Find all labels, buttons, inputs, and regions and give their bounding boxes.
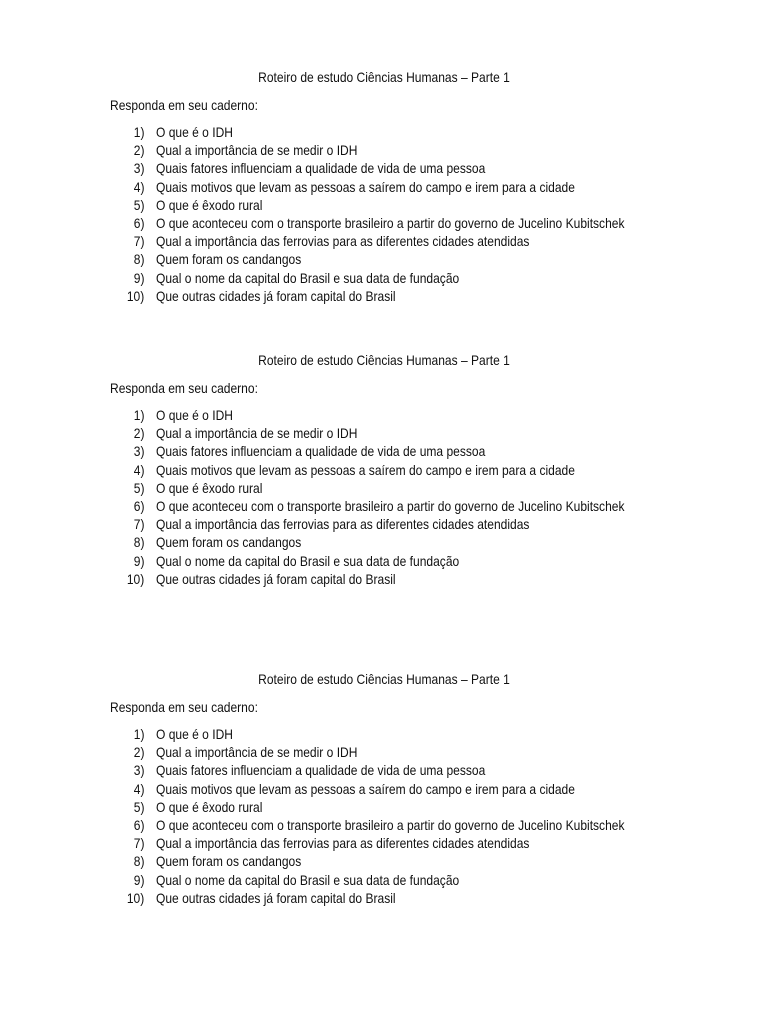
question-text: Qual a importância de se medir o IDH bbox=[156, 142, 358, 159]
question-item bbox=[0, 497, 768, 515]
section-instruction: Responda em seu caderno: bbox=[110, 380, 258, 396]
question-item bbox=[0, 232, 768, 250]
question-item bbox=[0, 570, 768, 588]
question-number: 8) bbox=[133, 251, 144, 268]
question-text: Que outras cidades já foram capital do Brasil bbox=[156, 570, 396, 587]
question-text: O que é o IDH bbox=[156, 124, 233, 140]
question-item bbox=[0, 725, 768, 743]
question-item bbox=[0, 141, 768, 159]
question-item bbox=[0, 178, 768, 196]
question-number: 5) bbox=[133, 196, 144, 213]
question-number: 9) bbox=[133, 269, 144, 286]
question-number: 6) bbox=[133, 816, 144, 833]
question-number: 7) bbox=[133, 835, 144, 852]
question-list bbox=[0, 406, 768, 588]
question-text: O que aconteceu com o transporte brasileiro a partir do governo de Jucelino Kubitschek bbox=[156, 214, 625, 231]
question-number: 5) bbox=[133, 479, 144, 496]
section-instruction: Responda em seu caderno: bbox=[110, 699, 258, 715]
section-instruction: Responda em seu caderno: bbox=[110, 97, 258, 113]
question-item bbox=[0, 780, 768, 798]
question-number: 7) bbox=[133, 233, 144, 250]
question-number: 6) bbox=[133, 214, 144, 231]
question-text: Quais motivos que levam as pessoas a saírem do campo e irem para a cidade bbox=[156, 461, 575, 478]
question-number: 4) bbox=[133, 780, 144, 797]
section-title: Roteiro de estudo Ciências Humanas – Parte 1 bbox=[258, 69, 510, 85]
question-number: 3) bbox=[133, 762, 144, 779]
question-number: 3) bbox=[133, 443, 144, 460]
question-text: Qual a importância de se medir o IDH bbox=[156, 425, 358, 442]
question-item bbox=[0, 743, 768, 761]
question-item bbox=[0, 159, 768, 177]
question-item bbox=[0, 287, 768, 305]
question-item bbox=[0, 123, 768, 141]
question-text: Quem foram os candangos bbox=[156, 853, 302, 870]
question-number: 8) bbox=[133, 853, 144, 870]
question-item bbox=[0, 479, 768, 497]
question-text: Qual a importância das ferrovias para as diferentes cidades atendidas bbox=[156, 233, 530, 250]
question-item bbox=[0, 214, 768, 232]
question-number: 10) bbox=[126, 287, 144, 304]
question-text: Qual o nome da capital do Brasil e sua data de fundação bbox=[156, 269, 460, 286]
question-number: 9) bbox=[133, 871, 144, 888]
question-item bbox=[0, 798, 768, 816]
question-text: O que aconteceu com o transporte brasileiro a partir do governo de Jucelino Kubitschek bbox=[156, 816, 625, 833]
question-item bbox=[0, 889, 768, 907]
question-number: 8) bbox=[133, 534, 144, 551]
question-text: Qual a importância de se medir o IDH bbox=[156, 744, 358, 761]
question-text: Qual a importância das ferrovias para as diferentes cidades atendidas bbox=[156, 835, 530, 852]
question-number: 5) bbox=[133, 798, 144, 815]
question-text: Que outras cidades já foram capital do Brasil bbox=[156, 889, 396, 906]
question-number: 2) bbox=[133, 425, 144, 442]
question-text: Quais motivos que levam as pessoas a saírem do campo e irem para a cidade bbox=[156, 780, 575, 797]
question-number: 10) bbox=[126, 889, 144, 906]
question-item bbox=[0, 834, 768, 852]
question-text: Quais motivos que levam as pessoas a saírem do campo e irem para a cidade bbox=[156, 178, 575, 195]
question-text: Qual a importância das ferrovias para as diferentes cidades atendidas bbox=[156, 516, 530, 533]
question-text: Que outras cidades já foram capital do Brasil bbox=[156, 287, 396, 304]
question-text: Quais fatores influenciam a qualidade de vida de uma pessoa bbox=[156, 762, 486, 779]
question-number: 6) bbox=[133, 497, 144, 514]
question-number: 1) bbox=[133, 726, 144, 742]
question-text: Quem foram os candangos bbox=[156, 534, 302, 551]
section-title: Roteiro de estudo Ciências Humanas – Parte 1 bbox=[258, 671, 510, 687]
question-number: 2) bbox=[133, 142, 144, 159]
question-item bbox=[0, 250, 768, 268]
question-number: 4) bbox=[133, 461, 144, 478]
question-text: Quais fatores influenciam a qualidade de vida de uma pessoa bbox=[156, 443, 486, 460]
question-number: 1) bbox=[133, 407, 144, 423]
question-item bbox=[0, 196, 768, 214]
question-list bbox=[0, 725, 768, 907]
question-item bbox=[0, 552, 768, 570]
question-text: Qual o nome da capital do Brasil e sua data de fundação bbox=[156, 552, 460, 569]
question-number: 2) bbox=[133, 744, 144, 761]
question-text: Quem foram os candangos bbox=[156, 251, 302, 268]
section-title: Roteiro de estudo Ciências Humanas – Parte 1 bbox=[258, 352, 510, 368]
question-list bbox=[0, 123, 768, 305]
question-item bbox=[0, 424, 768, 442]
question-text: O que é êxodo rural bbox=[156, 196, 263, 213]
question-text: Qual o nome da capital do Brasil e sua data de fundação bbox=[156, 871, 460, 888]
question-item bbox=[0, 533, 768, 551]
question-item bbox=[0, 515, 768, 533]
question-item bbox=[0, 461, 768, 479]
question-number: 9) bbox=[133, 552, 144, 569]
question-text: Quais fatores influenciam a qualidade de vida de uma pessoa bbox=[156, 160, 486, 177]
question-number: 7) bbox=[133, 516, 144, 533]
question-text: O que é êxodo rural bbox=[156, 798, 263, 815]
question-number: 3) bbox=[133, 160, 144, 177]
question-item bbox=[0, 269, 768, 287]
question-item bbox=[0, 761, 768, 779]
question-item bbox=[0, 852, 768, 870]
question-text: O que é o IDH bbox=[156, 407, 233, 423]
question-number: 1) bbox=[133, 124, 144, 140]
question-text: O que é êxodo rural bbox=[156, 479, 263, 496]
question-item bbox=[0, 816, 768, 834]
question-text: O que é o IDH bbox=[156, 726, 233, 742]
question-number: 10) bbox=[126, 570, 144, 587]
question-text: O que aconteceu com o transporte brasileiro a partir do governo de Jucelino Kubitschek bbox=[156, 497, 625, 514]
question-item bbox=[0, 871, 768, 889]
question-item bbox=[0, 442, 768, 460]
question-item bbox=[0, 406, 768, 424]
question-number: 4) bbox=[133, 178, 144, 195]
